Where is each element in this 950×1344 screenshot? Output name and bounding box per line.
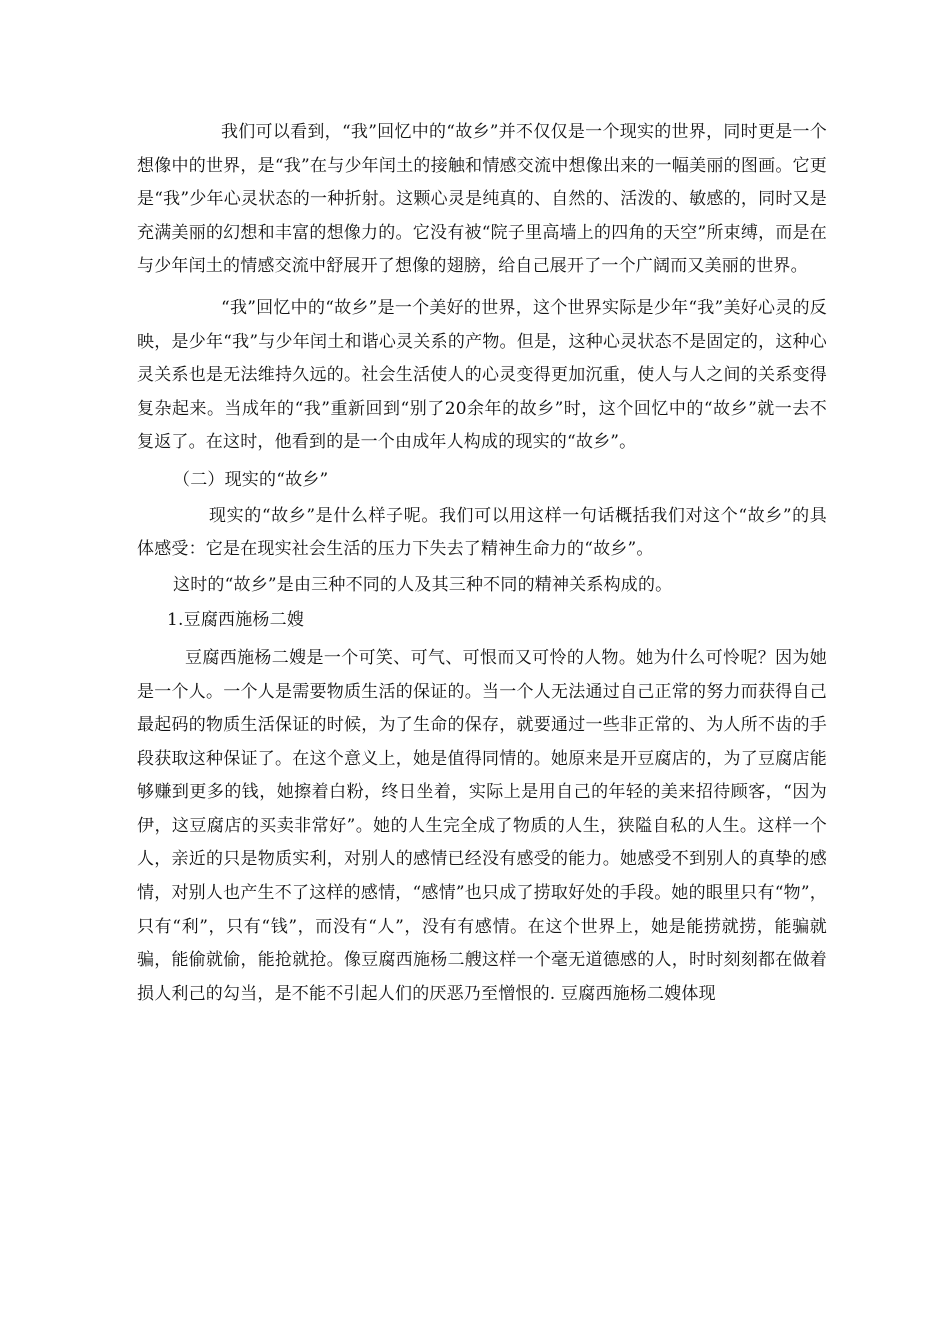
paragraph-memory-beautiful-world: “我”回忆中的“故乡”是一个美好的世界，这个世界实际是少年“我”美好心灵的反映，是少年“我”与少年闰土和谐心灵关系的产物。但是，这种心灵状态不是固定的，这种心灵关系也是无法维持久远的。社会生活使人的心灵变得更加沉重，使人与人之间的关系变得复杂起来。当成年的“我”重新回到“别了20余年的故乡”时，这个回忆中的“故乡”就一去不复返了。在这时，他看到的是一个由成年人构成的现实的“故乡”。: [137, 297, 827, 453]
document-page: [137, 116, 827, 1011]
paragraph-three-kinds-of-people: 这时的“故乡”是由三种不同的人及其三种不同的精神关系构成的。: [173, 574, 673, 595]
paragraph-memory-imagination: 我们可以看到，“我”回忆中的“故乡”并不仅仅是一个现实的世界，同时更是一个想像中的世界，是“我”在与少年闰土的接触和情感交流中想像出来的一幅美丽的图画。它更是“我”少年心灵状态的一种折射。这颗心灵是纯真的、自然的、活泼的、敏感的，同时又是充满美丽的幻想和丰富的想像力的。它没有被“院子里高墙上的四角的天空”所束缚，而是在与少年闰土的情感交流中舒展开了想像的翅膀，给自己展开了一个广阔而又美丽的世界。: [137, 122, 827, 277]
paragraph-real-hometown-summary: 现实的“故乡”是什么样子呢。我们可以用这样一句话概括我们对这个“故乡”的具体感受：它是在现实社会生活的压力下失去了精神生命力的“故乡”。: [137, 505, 827, 560]
subsection-heading-yang-ersao: 1.豆腐西施杨二嫂: [167, 610, 305, 631]
paragraph-yang-ersao-analysis: 豆腐西施杨二嫂是一个可笑、可气、可恨而又可怜的人物。她为什么可怜呢？因为她是一个人。一个人是需要物质生活的保证的。当一个人无法通过自己正常的努力而获得自己最起码的物质生活保证的时候，为了生命的保存，就要通过一些非正常的、为人所不齿的手段获取这种保证了。在这个意义上，她是值得同情的。她原来是开豆腐店的，为了豆腐店能够赚到更多的钱，她擦着白粉，终日坐着，实际上是用自己的年轻的美来招待顾客，“因为伊，这豆腐店的买卖非常好”。她的人生完全成了物质的人生，狭隘自私的人生。这样一个人，亲近的只是物质实利，对别人的感情已经没有感受的能力。她感受不到别人的真挚的感情，对别人也产生不了这样的感情，“感情”也只成了捞取好处的手段。她的眼里只有“物”，只有“利”，只有“钱”，而没有“人”，没有有感情。在这个世界上，她是能捞就捞，能骗就骗，能偷就偷，能抢就抢。像豆腐西施杨二艘这样一个毫无道德感的人，时时刻刻都在做着损人利己的勾当，是不能不引起人们的厌恶乃至憎恨的. 豆腐西施杨二嫂体现: [137, 647, 827, 1004]
section-heading-real-hometown: （二）现实的“故乡”: [173, 469, 329, 490]
